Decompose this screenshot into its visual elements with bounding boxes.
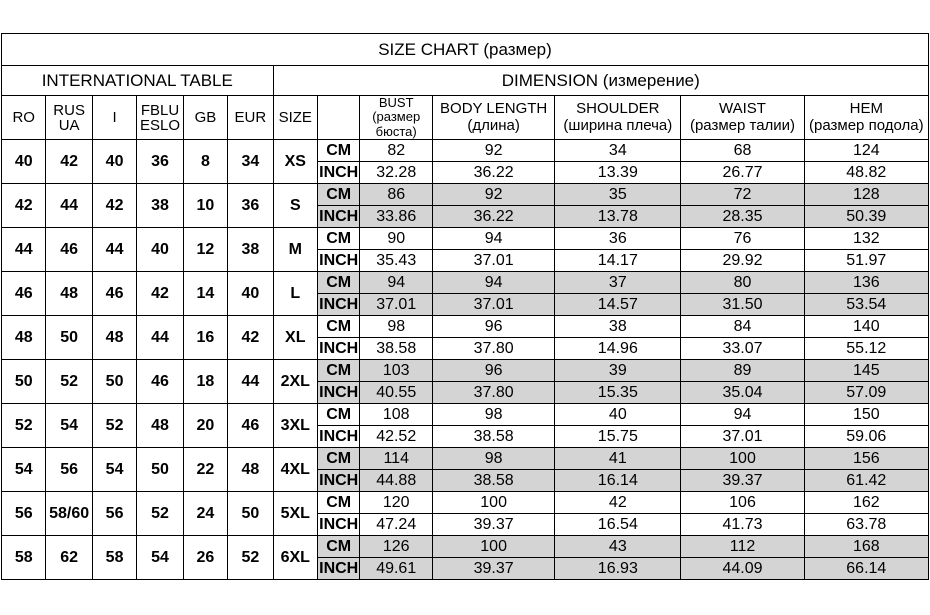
bust-inch-value: 47.24: [360, 514, 433, 536]
shoulder-cm-value: 38: [555, 316, 681, 338]
hem-cm-value: 132: [804, 228, 928, 250]
intl-size-rus-ua: 54: [46, 404, 92, 448]
unit-cm-label: CM: [317, 272, 359, 294]
intl-size-gb: 24: [183, 492, 227, 536]
unit-cm-label: CM: [317, 536, 359, 558]
waist-cm-value: 112: [681, 536, 804, 558]
intl-size-gb: 20: [183, 404, 227, 448]
bust-inch-value: 40.55: [360, 382, 433, 404]
bust-inch-value: 44.88: [360, 470, 433, 492]
bust-inch-value: 38.58: [360, 338, 433, 360]
intl-size-ro: 44: [2, 228, 46, 272]
bust-inch-value: 33.86: [360, 206, 433, 228]
body-length-inch-value: 37.01: [433, 250, 555, 272]
intl-size-eur: 52: [228, 536, 273, 580]
intl-size-rus-ua: 48: [46, 272, 92, 316]
intl-size-rus-ua: 50: [46, 316, 92, 360]
hem-inch-value: 57.09: [804, 382, 928, 404]
waist-cm-value: 100: [681, 448, 804, 470]
waist-cm-value: 106: [681, 492, 804, 514]
intl-size-i: 56: [92, 492, 136, 536]
intl-size-fblu-eslo: 54: [137, 536, 183, 580]
intl-size-ro: 52: [2, 404, 46, 448]
waist-cm-value: 89: [681, 360, 804, 382]
shoulder-inch-value: 13.39: [555, 162, 681, 184]
shoulder-inch-value: 15.35: [555, 382, 681, 404]
shoulder-cm-value: 41: [555, 448, 681, 470]
intl-size-fblu-eslo: 46: [137, 360, 183, 404]
waist-cm-value: 72: [681, 184, 804, 206]
bust-inch-value: 35.43: [360, 250, 433, 272]
header-gb: GB: [183, 96, 227, 140]
header-fblu-eslo: FBLU ESLO: [137, 96, 183, 140]
body-length-inch-value: 36.22: [433, 162, 555, 184]
waist-inch-value: 26.77: [681, 162, 804, 184]
intl-size-gb: 26: [183, 536, 227, 580]
hem-cm-value: 136: [804, 272, 928, 294]
body-length-cm-value: 98: [433, 448, 555, 470]
body-length-cm-value: 100: [433, 536, 555, 558]
hem-inch-value: 63.78: [804, 514, 928, 536]
table-row: [2, 492, 929, 514]
shoulder-inch-value: 14.57: [555, 294, 681, 316]
shoulder-inch-value: 13.78: [555, 206, 681, 228]
intl-size-i: 50: [92, 360, 136, 404]
intl-size-rus-ua: 56: [46, 448, 92, 492]
hem-inch-value: 61.42: [804, 470, 928, 492]
unit-inch-label: INCH: [317, 558, 359, 580]
hem-cm-value: 140: [804, 316, 928, 338]
waist-cm-value: 80: [681, 272, 804, 294]
body-length-cm-value: 94: [433, 228, 555, 250]
intl-size-ro: 58: [2, 536, 46, 580]
body-length-inch-value: 38.58: [433, 426, 555, 448]
intl-size-ro: 50: [2, 360, 46, 404]
body-length-inch-value: 39.37: [433, 514, 555, 536]
intl-size-rus-ua: 58/60: [46, 492, 92, 536]
size-label: XS: [273, 140, 317, 184]
waist-inch-value: 31.50: [681, 294, 804, 316]
unit-cm-label: CM: [317, 448, 359, 470]
intl-size-fblu-eslo: 50: [137, 448, 183, 492]
intl-size-fblu-eslo: 52: [137, 492, 183, 536]
shoulder-cm-value: 40: [555, 404, 681, 426]
unit-inch-label: INCH: [317, 470, 359, 492]
intl-size-fblu-eslo: 36: [137, 140, 183, 184]
waist-inch-value: 29.92: [681, 250, 804, 272]
size-label: XL: [273, 316, 317, 360]
bust-cm-value: 120: [360, 492, 433, 514]
hem-cm-value: 168: [804, 536, 928, 558]
unit-inch-label: INCH: [317, 250, 359, 272]
header-shoulder: SHOULDER (ширина плеча): [555, 96, 681, 140]
header-eur: EUR: [228, 96, 273, 140]
size-label: 6XL: [273, 536, 317, 580]
intl-size-gb: 10: [183, 184, 227, 228]
shoulder-cm-value: 39: [555, 360, 681, 382]
size-label: 5XL: [273, 492, 317, 536]
bust-cm-value: 114: [360, 448, 433, 470]
waist-inch-value: 28.35: [681, 206, 804, 228]
waist-inch-value: 33.07: [681, 338, 804, 360]
waist-cm-value: 76: [681, 228, 804, 250]
intl-size-rus-ua: 44: [46, 184, 92, 228]
bust-cm-value: 82: [360, 140, 433, 162]
chart-title: SIZE CHART (размер): [2, 34, 929, 66]
intl-size-gb: 16: [183, 316, 227, 360]
bust-inch-value: 32.28: [360, 162, 433, 184]
size-label: 2XL: [273, 360, 317, 404]
intl-size-eur: 48: [228, 448, 273, 492]
size-label: 4XL: [273, 448, 317, 492]
bust-inch-value: 37.01: [360, 294, 433, 316]
unit-inch-label: INCH: [317, 382, 359, 404]
body-length-inch-value: 38.58: [433, 470, 555, 492]
intl-size-eur: 38: [228, 228, 273, 272]
body-length-inch-value: 37.80: [433, 382, 555, 404]
intl-size-ro: 46: [2, 272, 46, 316]
shoulder-inch-value: 14.17: [555, 250, 681, 272]
table-row: [2, 140, 929, 162]
bust-cm-value: 103: [360, 360, 433, 382]
intl-size-ro: 40: [2, 140, 46, 184]
header-hem: HEM (размер подола): [804, 96, 928, 140]
table-row: [2, 360, 929, 382]
size-label: 3XL: [273, 404, 317, 448]
intl-size-i: 46: [92, 272, 136, 316]
hem-cm-value: 145: [804, 360, 928, 382]
intl-size-fblu-eslo: 44: [137, 316, 183, 360]
shoulder-inch-value: 16.54: [555, 514, 681, 536]
bust-inch-value: 42.52: [360, 426, 433, 448]
intl-size-fblu-eslo: 40: [137, 228, 183, 272]
table-row: [2, 228, 929, 250]
unit-inch-label: INCH: [317, 162, 359, 184]
intl-size-gb: 18: [183, 360, 227, 404]
body-length-cm-value: 98: [433, 404, 555, 426]
column-header-row: [2, 96, 929, 140]
hem-cm-value: 150: [804, 404, 928, 426]
bust-cm-value: 86: [360, 184, 433, 206]
waist-cm-value: 94: [681, 404, 804, 426]
header-waist: WAIST (размер талии): [681, 96, 804, 140]
table-row: [2, 536, 929, 558]
waist-cm-value: 84: [681, 316, 804, 338]
intl-size-eur: 46: [228, 404, 273, 448]
intl-size-ro: 42: [2, 184, 46, 228]
bust-cm-value: 90: [360, 228, 433, 250]
table-row: [2, 184, 929, 206]
waist-cm-value: 68: [681, 140, 804, 162]
intl-size-fblu-eslo: 42: [137, 272, 183, 316]
unit-cm-label: CM: [317, 316, 359, 338]
intl-size-fblu-eslo: 48: [137, 404, 183, 448]
body-length-inch-value: 36.22: [433, 206, 555, 228]
hem-inch-value: 53.54: [804, 294, 928, 316]
body-length-inch-value: 39.37: [433, 558, 555, 580]
intl-size-eur: 40: [228, 272, 273, 316]
size-label: L: [273, 272, 317, 316]
size-chart-table: [1, 33, 929, 580]
intl-size-i: 52: [92, 404, 136, 448]
intl-size-eur: 44: [228, 360, 273, 404]
size-label: M: [273, 228, 317, 272]
unit-cm-label: CM: [317, 140, 359, 162]
unit-inch-label: INCH: [317, 206, 359, 228]
waist-inch-value: 35.04: [681, 382, 804, 404]
intl-size-i: 54: [92, 448, 136, 492]
intl-size-rus-ua: 42: [46, 140, 92, 184]
intl-size-rus-ua: 46: [46, 228, 92, 272]
unit-inch-label: INCH: [317, 294, 359, 316]
intl-size-gb: 14: [183, 272, 227, 316]
bust-cm-value: 98: [360, 316, 433, 338]
body-length-cm-value: 92: [433, 140, 555, 162]
intl-size-eur: 50: [228, 492, 273, 536]
hem-cm-value: 162: [804, 492, 928, 514]
intl-size-ro: 48: [2, 316, 46, 360]
body-length-cm-value: 96: [433, 360, 555, 382]
shoulder-cm-value: 36: [555, 228, 681, 250]
waist-inch-value: 37.01: [681, 426, 804, 448]
body-length-cm-value: 96: [433, 316, 555, 338]
intl-size-i: 42: [92, 184, 136, 228]
intl-size-eur: 42: [228, 316, 273, 360]
hem-cm-value: 128: [804, 184, 928, 206]
hem-inch-value: 66.14: [804, 558, 928, 580]
shoulder-inch-value: 16.14: [555, 470, 681, 492]
bust-cm-value: 108: [360, 404, 433, 426]
dimension-heading: DIMENSION (измерение): [273, 66, 928, 96]
hem-cm-value: 156: [804, 448, 928, 470]
header-i: I: [92, 96, 136, 140]
intl-size-i: 58: [92, 536, 136, 580]
body-length-cm-value: 92: [433, 184, 555, 206]
intl-size-i: 44: [92, 228, 136, 272]
hem-inch-value: 48.82: [804, 162, 928, 184]
intl-size-rus-ua: 52: [46, 360, 92, 404]
header-ro: RO: [2, 96, 46, 140]
shoulder-cm-value: 43: [555, 536, 681, 558]
body-length-cm-value: 94: [433, 272, 555, 294]
body-length-inch-value: 37.80: [433, 338, 555, 360]
intl-size-eur: 36: [228, 184, 273, 228]
intl-size-i: 40: [92, 140, 136, 184]
header-body-length: BODY LENGTH (длина): [433, 96, 555, 140]
unit-inch-label: INCH: [317, 338, 359, 360]
waist-inch-value: 39.37: [681, 470, 804, 492]
intl-size-gb: 22: [183, 448, 227, 492]
unit-cm-label: CM: [317, 184, 359, 206]
unit-inch-label: INCH: [317, 426, 359, 448]
unit-cm-label: CM: [317, 404, 359, 426]
intl-size-fblu-eslo: 38: [137, 184, 183, 228]
unit-inch-label: INCH: [317, 514, 359, 536]
table-row: [2, 272, 929, 294]
bust-cm-value: 94: [360, 272, 433, 294]
body-length-inch-value: 37.01: [433, 294, 555, 316]
hem-inch-value: 51.97: [804, 250, 928, 272]
intl-size-eur: 34: [228, 140, 273, 184]
hem-inch-value: 50.39: [804, 206, 928, 228]
table-row: [2, 448, 929, 470]
shoulder-cm-value: 34: [555, 140, 681, 162]
intl-size-ro: 56: [2, 492, 46, 536]
bust-cm-value: 126: [360, 536, 433, 558]
table-row: [2, 404, 929, 426]
unit-cm-label: CM: [317, 228, 359, 250]
waist-inch-value: 41.73: [681, 514, 804, 536]
hem-inch-value: 59.06: [804, 426, 928, 448]
international-table-heading: INTERNATIONAL TABLE: [2, 66, 274, 96]
intl-size-gb: 8: [183, 140, 227, 184]
shoulder-inch-value: 15.75: [555, 426, 681, 448]
body-length-cm-value: 100: [433, 492, 555, 514]
hem-cm-value: 124: [804, 140, 928, 162]
intl-size-i: 48: [92, 316, 136, 360]
intl-size-ro: 54: [2, 448, 46, 492]
unit-cm-label: CM: [317, 492, 359, 514]
shoulder-inch-value: 14.96: [555, 338, 681, 360]
header-size: SIZE: [273, 96, 317, 140]
header-bust: BUST (размер бюста): [360, 96, 433, 140]
shoulder-inch-value: 16.93: [555, 558, 681, 580]
hem-inch-value: 55.12: [804, 338, 928, 360]
header-unit: [317, 96, 359, 140]
shoulder-cm-value: 37: [555, 272, 681, 294]
intl-size-gb: 12: [183, 228, 227, 272]
size-label: S: [273, 184, 317, 228]
bust-inch-value: 49.61: [360, 558, 433, 580]
intl-size-rus-ua: 62: [46, 536, 92, 580]
waist-inch-value: 44.09: [681, 558, 804, 580]
shoulder-cm-value: 42: [555, 492, 681, 514]
table-row: [2, 316, 929, 338]
header-rus-ua: RUS UA: [46, 96, 92, 140]
shoulder-cm-value: 35: [555, 184, 681, 206]
unit-cm-label: CM: [317, 360, 359, 382]
